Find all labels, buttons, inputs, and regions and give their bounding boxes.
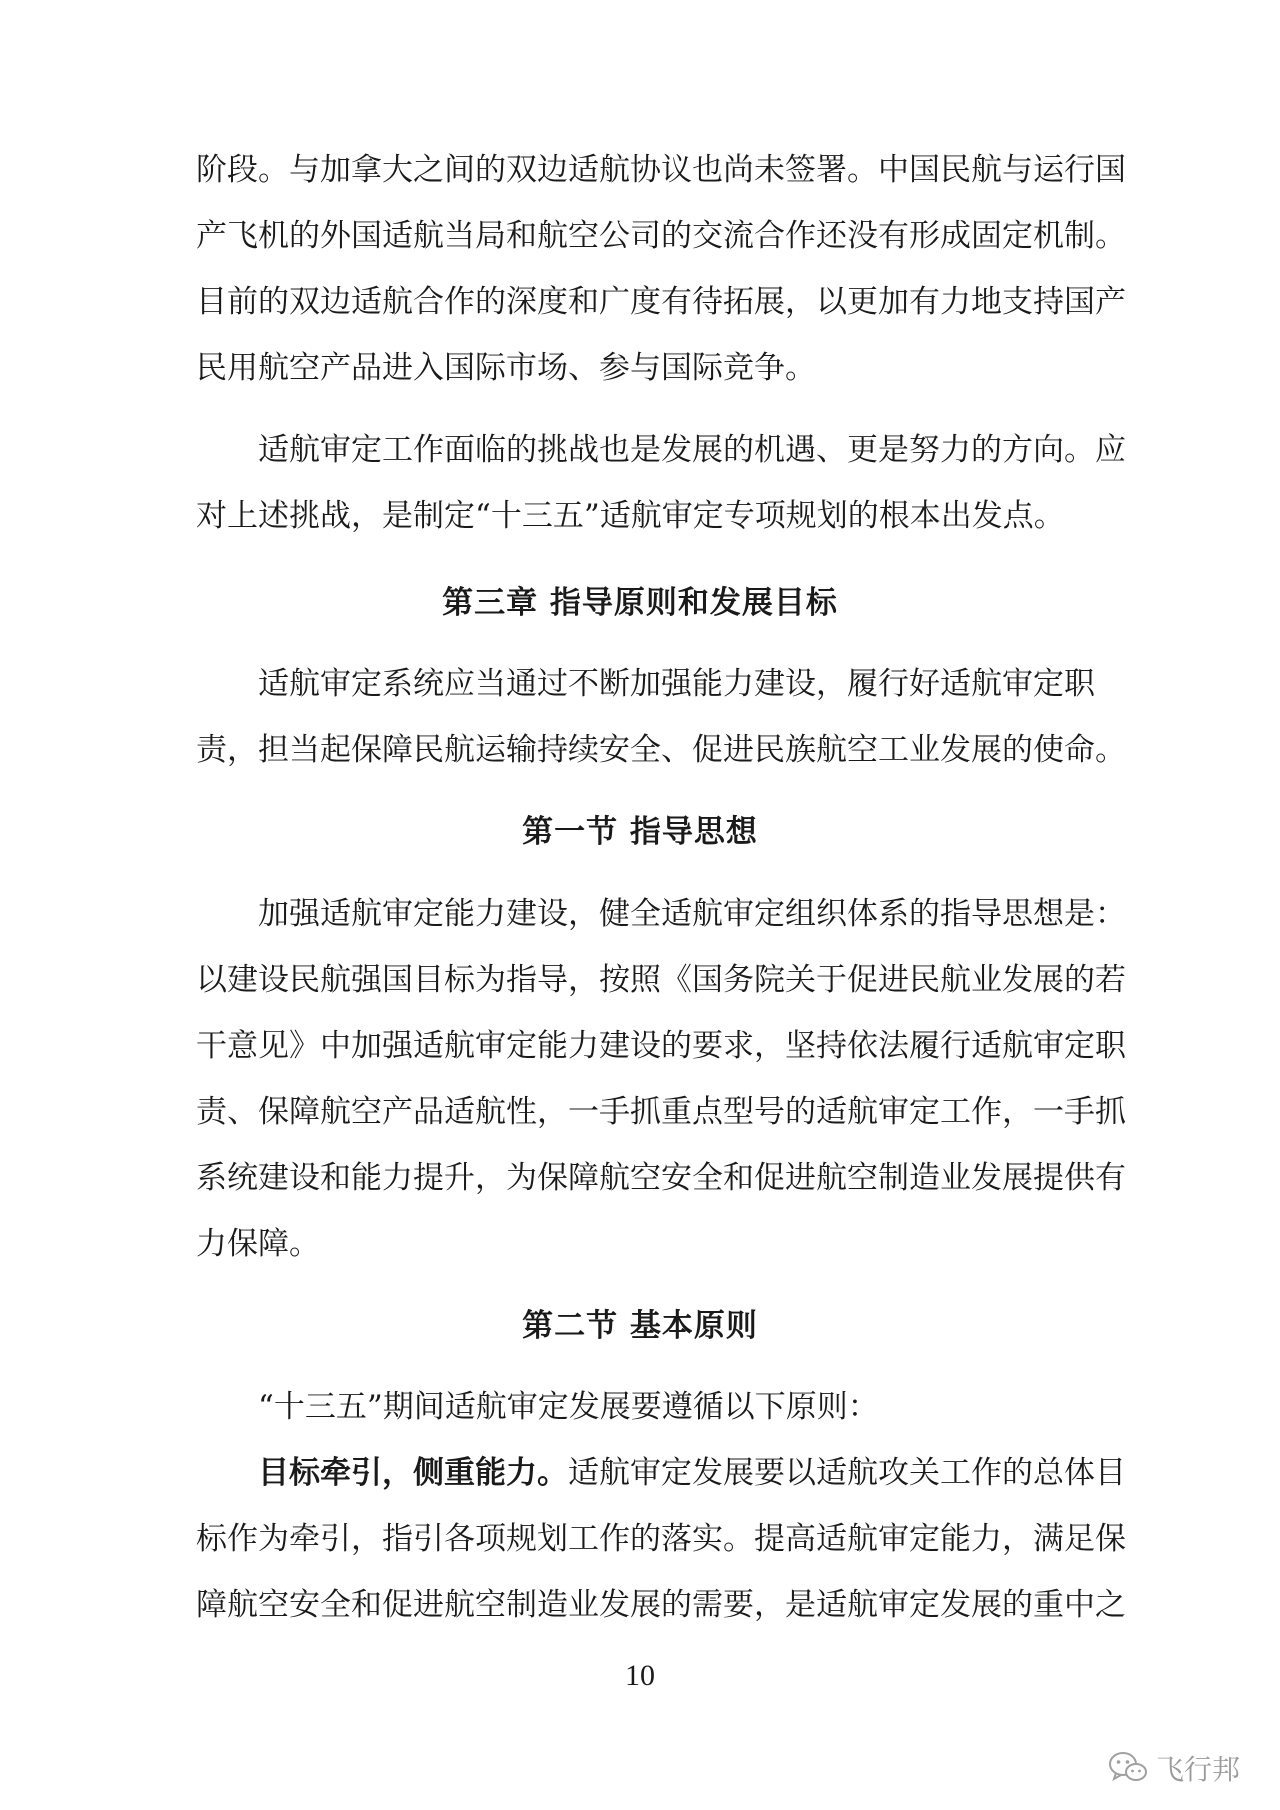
page-number: 10 — [625, 1659, 655, 1692]
body-line: 障航空安全和促进航空制造业发展的需要，是适航审定发展的重中之 — [196, 1587, 1126, 1623]
wechat-icon — [1108, 1751, 1148, 1785]
section-heading: 第一节 指导思想 — [522, 814, 758, 850]
body-line: 加强适航审定能力建设，健全适航审定组织体系的指导思想是： — [196, 896, 1126, 932]
body-line: 系统建设和能力提升，为保障航空安全和促进航空制造业发展提供有 — [196, 1160, 1126, 1196]
body-line: 以建设民航强国目标为指导，按照《国务院关于促进民航业发展的若 — [196, 962, 1126, 998]
body-line: 对上述挑战，是制定“十三五”适航审定专项规划的根本出发点。 — [196, 498, 1065, 534]
principle-line — [196, 1453, 1126, 1493]
body-line: “十三五”期间适航审定发展要遵循以下原则： — [196, 1389, 879, 1425]
body-line: 适航审定系统应当通过不断加强能力建设，履行好适航审定职 — [196, 666, 1095, 702]
body-line: 适航审定工作面临的挑战也是发展的机遇、更是努力的方向。应 — [196, 432, 1126, 468]
body-line: 标作为牵引，指引各项规划工作的落实。提高适航审定能力，满足保 — [196, 1521, 1126, 1557]
body-line: 干意见》中加强适航审定能力建设的要求，坚持依法履行适航审定职 — [196, 1028, 1126, 1064]
body-line: 责，担当起保障民航运输持续安全、促进民族航空工业发展的使命。 — [196, 732, 1126, 768]
body-line: 民用航空产品进入国际市场、参与国际竞争。 — [196, 350, 816, 386]
body-line: 阶段。与加拿大之间的双边适航协议也尚未签署。中国民航与运行国 — [196, 152, 1126, 188]
body-line: 力保障。 — [196, 1226, 320, 1262]
principle-text: 适航审定发展要以适航攻关工作的总体目 — [568, 1455, 1126, 1491]
principle-lead: 目标牵引，侧重能力。 — [258, 1455, 568, 1491]
body-line: 产飞机的外国适航当局和航空公司的交流合作还没有形成固定机制。 — [196, 218, 1126, 254]
section-heading: 第二节 基本原则 — [522, 1308, 758, 1344]
chapter-heading: 第三章 指导原则和发展目标 — [442, 585, 838, 621]
body-line: 责、保障航空产品适航性，一手抓重点型号的适航审定工作，一手抓 — [196, 1094, 1126, 1130]
watermark — [1108, 1748, 1240, 1788]
watermark-text: 飞行邦 — [1155, 1753, 1240, 1786]
body-line: 目前的双边适航合作的深度和广度有待拓展，以更加有力地支持国产 — [196, 284, 1126, 320]
